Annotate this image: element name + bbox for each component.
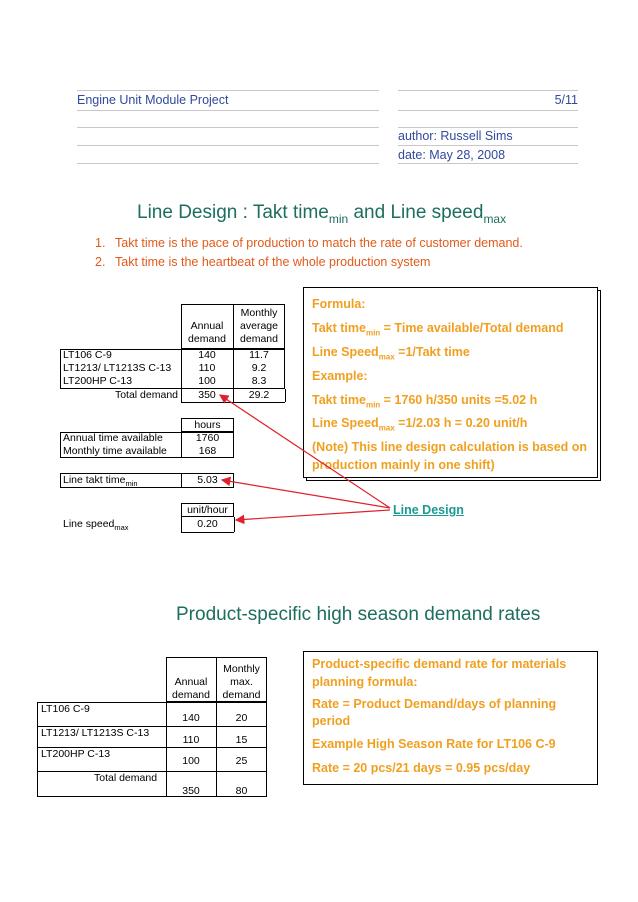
row-annual: 140 <box>182 712 200 724</box>
date: date: May 28, 2008 <box>398 148 506 162</box>
row-monthly: 15 <box>235 734 248 746</box>
row-annual: 100 <box>182 755 200 767</box>
monthly-time-label: Monthly time available <box>63 445 167 457</box>
row-annual: 110 <box>198 362 216 374</box>
rate-line: Product-specific demand rate for materials <box>312 657 567 671</box>
col-header-monthly: Monthly average demand <box>240 307 278 345</box>
row-monthly: 20 <box>235 712 248 724</box>
rate-line: Rate = 20 pcs/21 days = 0.95 pcs/day <box>312 761 531 775</box>
row-name: LT200HP C-13 <box>63 375 133 387</box>
annual-time-label: Annual time available <box>63 432 163 444</box>
rate-line: Example High Season Rate for LT106 C-9 <box>312 737 556 751</box>
rate-formula-box <box>303 651 598 785</box>
total-monthly: 29.2 <box>248 389 270 401</box>
author: author: Russell Sims <box>398 129 513 143</box>
rate-line: planning formula: <box>312 675 418 689</box>
arrow-to-takt <box>222 480 390 508</box>
page-number: 5/11 <box>554 93 578 107</box>
formula-speed: Line Speed$_{max}$ =1/Takt time <box>312 345 470 362</box>
section-title-high-season: Product-specific high season demand rates <box>176 604 541 625</box>
list-item: 1. Takt time is the pace of production to match the rate of customer demand. <box>95 236 523 250</box>
row-annual: 100 <box>198 375 216 387</box>
unit-label: unit/hour <box>187 504 228 516</box>
formula-heading: Formula: <box>312 297 366 311</box>
annual-time-value: 1760 <box>195 432 220 444</box>
total-annual: 350 <box>182 785 200 797</box>
project-name: Engine Unit Module Project <box>77 93 229 107</box>
row-monthly: 11.7 <box>249 349 269 361</box>
row-name: LT1213/ LT1213S C-13 <box>63 362 172 374</box>
example-heading: Example: <box>312 369 368 383</box>
col-header-annual: Annual demand <box>172 676 210 701</box>
col-header-monthly: Monthly max. demand <box>222 663 261 701</box>
rate-line: period <box>312 714 351 728</box>
note-line2: production mainly in one shift) <box>312 458 495 472</box>
takt-value: 5.03 <box>197 474 218 486</box>
row-name: LT1213/ LT1213S C-13 <box>41 727 150 739</box>
arrow-to-speed <box>236 510 390 520</box>
rate-line: Rate = Product Demand/days of planning <box>312 697 557 711</box>
total-annual: 350 <box>198 389 216 401</box>
total-monthly: 80 <box>235 785 248 797</box>
arrow-to-total <box>220 395 390 508</box>
example-speed: Line Speed$_{max}$ =1/2.03 h = 0.20 unit/h <box>312 416 528 433</box>
monthly-time-value: 168 <box>198 445 217 457</box>
row-name: LT106 C-9 <box>41 703 90 715</box>
section-title-line-design: Line Design : Takt time$_{min}$ and Line speed$_{max}$ <box>137 202 507 226</box>
row-monthly: 9.2 <box>251 362 267 374</box>
row-monthly: 8.3 <box>251 375 267 387</box>
example-takt: Takt time$_{min}$ = 1760 h/350 units =5.02 h <box>312 393 538 410</box>
takt-label: Line takt time$_{min}$ <box>63 474 138 489</box>
col-header-annual: Annual demand <box>188 320 226 345</box>
row-name: LT200HP C-13 <box>41 748 111 760</box>
list-item: 2. Takt time is the heartbeat of the whole production system <box>95 255 431 269</box>
total-label: Total demand <box>114 389 178 401</box>
formula-takt: Takt time$_{min}$ = Time available/Total demand <box>312 321 564 338</box>
row-monthly: 25 <box>235 755 248 767</box>
note-line1: (Note) This line design calculation is based on <box>312 440 588 454</box>
line-design-link[interactable]: Line Design <box>393 503 464 517</box>
row-annual: 140 <box>198 349 216 361</box>
speed-value: 0.20 <box>197 518 218 530</box>
total-label: Total demand <box>94 772 158 784</box>
hours-label: hours <box>194 419 221 431</box>
speed-label: Line speed$_{max}$ <box>63 518 129 533</box>
row-name: LT106 C-9 <box>63 349 112 361</box>
row-annual: 110 <box>182 734 200 746</box>
